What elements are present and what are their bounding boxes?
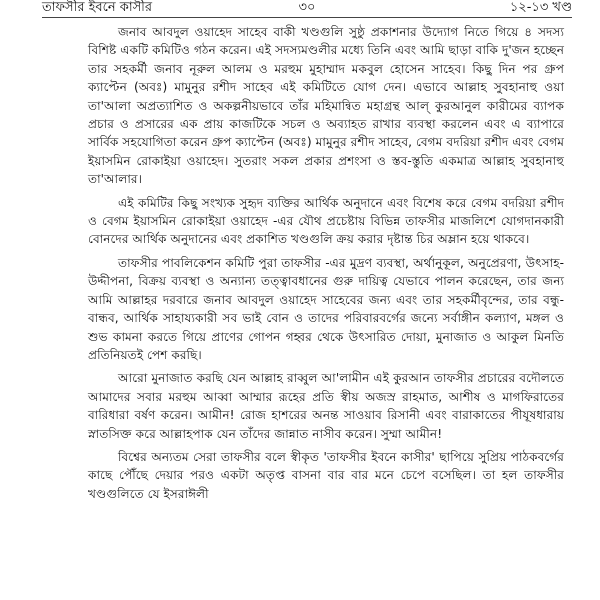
paragraph: জনাব আবদুল ওয়াহেদ সাহেব বাকী খণ্ডগুলি সুষ্ঠু প্রকাশনার উদ্যোগ নিতে গিয়ে ৪ সদস্য বিশিষ্ট একটি কমিটিও গঠন করেন। এই সদস্যমণ্ডলীর মধ্যে তিনি এবং আমি ছাড়া বাকি দু'জন হচ্ছেন তার সহকর্মী জনাব নূরুল আলম ও মরহুম মুহাম্মাদ মকবুল হোসেন সাহেব। কিছু দিন পর গ্রুপ ক্যাপ্টেন (অবঃ) মামুনুর রশীদ সাহেব এই কমিটিতে যোগ দেন। এভাবে আল্লাহ সুবহানাহু ওয়া তা'আলা অপ্রত্যাশিত ও অকল্পনীয়ভাবে তাঁর মহিমান্বিত মহাগ্রন্থ আল্ কুরআনুল কারীমের ব্যাপক প্রচার ও প্রসারের এক প্রায় কাজটিকে সচল ও অব্যাহত রাখার ব্যবস্থা করলেন এবং এ ব্যাপারে সার্বিক সহযোগিতা করেন গ্রুপ ক্যাপ্টেন (অবঃ) মামুনুর রশীদ সাহেব, বেগম বদরিয়া রশীদ এবং বেগম ইয়াসমিন রোকাইয়া ওয়াহেদ। সুতরাং সকল প্রকার প্রশংসা ও স্তব-স্তুতি একমাত্র আল্লাহ সুবহানাহু তা'আলার। (88, 25, 564, 187)
paragraph: এই কমিটির কিছু সংখ্যক সুহৃদ ব্যক্তির আর্থিক অনুদানে এবং বিশেষ করে বেগম বদরিয়া রশীদ ও বেগম ইয়াসমিন রোকাইয়া ওয়াহেদ -এর যৌথ প্রচেষ্টায় বিভিন্ন তাফসীর মাজলিশে যোগদানকারী বোনদের আর্থিক অনুদানের এবং প্রকাশিত খণ্ডগুলি ক্রয় করার দৃষ্টান্ত চির অম্লান হয়ে থাকবে। (88, 195, 564, 247)
header-rule (42, 17, 572, 18)
paragraph: আরো মুনাজাত করছি যেন আল্লাহ রাব্বুল আ'লামীন এই কুরআন তাফসীর প্রচারের বদৌলতে আমাদের সবার মরহুম আব্বা আম্মার রূহের প্রতি স্বীয় অজস্র রাহমাত, আশীষ ও মাগফিরাতের বারিধারা বর্ষণ করেন। আমীন! রোজ হাশরের অনন্ত সাওয়াব রিসানী এবং বারাকাতের পীযূষধারায় স্নাতসিক্ত করে আল্লাহপাক যেন তাঁদের জান্নাত নাসীব করেন। সুম্মা আমীন! (88, 371, 564, 441)
book-title-header: তাফসীর ইবনে কাসীর (42, 0, 153, 15)
page-body (88, 23, 564, 594)
paragraph: তাফসীর পাবলিকেশন কমিটি পুরা তাফসীর -এর মুদ্রণ ব্যবস্থা, অর্থানুকূল, অনুপ্রেরণা, উৎসাহ-উদ্দীপনা, বিক্রয় ব্যবস্থা ও অন্যান্য তত্ত্বাবধানের গুরু দায়িত্ব যেভাবে পালন করেছেন, তার জন্য আমি আল্লাহর দরবারে জনাব আবদুল ওয়াহেদ সাহেবের জন্য এবং তার সহকর্মীবৃন্দের, তার বন্ধু-বান্ধব, আর্থিক সাহায্যকারী সব ভাই বোন ও তাদের পরিবারবর্গের জন্যে সর্বাঙ্গীন কল্যাণ, মঙ্গল ও শুভ কামনা করতে গিয়ে প্রাণের গোপন গহ্বর থেকে উৎসারিত দোয়া, মুনাজাত ও আকুল মিনতি প্রতিনিয়তই পেশ করছি। (88, 255, 564, 362)
paragraph: বিশ্বের অন্যতম সেরা তাফসীর বলে স্বীকৃত 'তাফসীর ইবনে কাসীর' ছাপিয়ে সুপ্রিয় পাঠকবর্গের কাছে পৌঁছে দেয়ার পরও একটা অতৃপ্ত বাসনা বার বার মনে চেপে বসেছিল। তা হল তাফসীর খণ্ডগুলিতে যে ইসরাঈলী (88, 449, 564, 501)
page-number: ৩০ (298, 0, 316, 15)
volume-label: ১২-১৩ খণ্ড (509, 0, 572, 15)
